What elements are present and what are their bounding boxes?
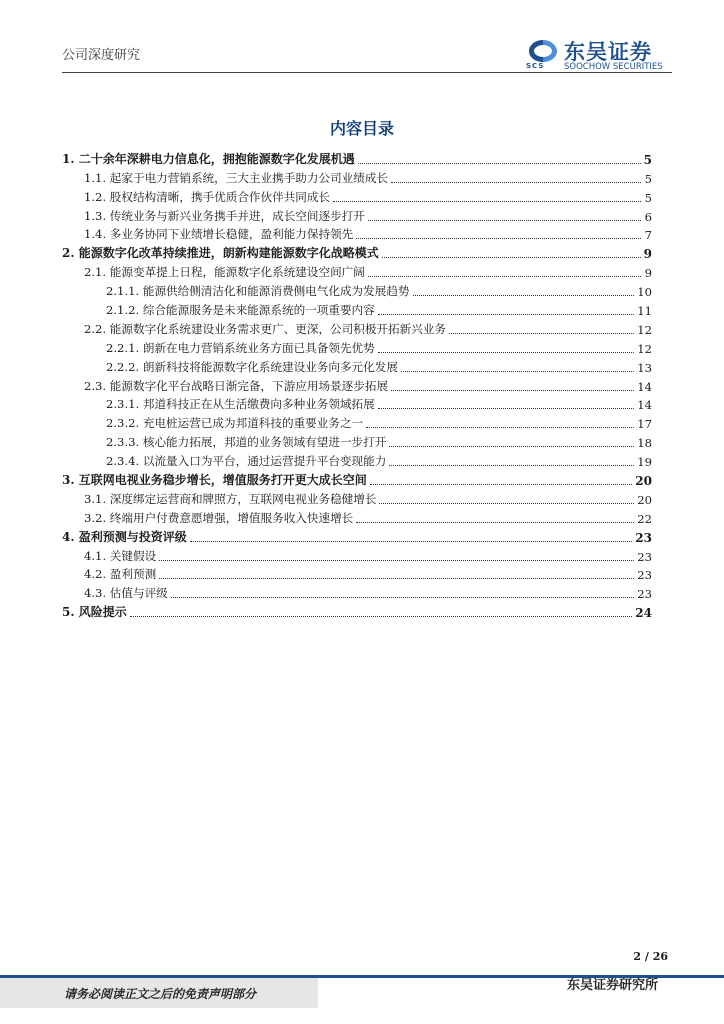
toc-dot-leader (368, 276, 641, 277)
toc-entry-label: 2.2.2. 朗新科技将能源数字化系统建设业务向多元化发展 (106, 359, 398, 374)
toc-entry[interactable] (62, 224, 652, 243)
toc-entry-label: 4.1. 关键假设 (84, 548, 157, 563)
toc-dot-leader (159, 560, 634, 561)
toc-entry-page: 6 (644, 209, 652, 224)
header-divider (62, 72, 672, 73)
toc-title: 内容目录 (329, 119, 394, 138)
toc-entry-label: 4. 盈利预测与投资评级 (62, 529, 187, 544)
report-type-label: 公司深度研究 (62, 48, 141, 63)
toc-dot-leader (389, 465, 634, 466)
toc-entry-label: 2.2. 能源数字化系统建设业务需求更广、更深，公司积极开拓新兴业务 (84, 321, 447, 336)
toc-entry[interactable] (62, 337, 652, 356)
disclaimer-box (0, 978, 318, 1008)
toc-entry-page: 13 (637, 360, 652, 375)
toc-entry-label: 2.1. 能源变革提上日程，能源数字化系统建设空间广阔 (84, 265, 365, 280)
toc-entry-label: 3. 互联网电视业务稳步增长，增值服务打开更大成长空间 (62, 473, 367, 488)
toc-entry[interactable] (62, 431, 652, 450)
toc-dot-leader (378, 408, 634, 409)
toc-entry-label: 3.2. 终端用户付费意愿增强，增值服务收入快速增长 (84, 510, 354, 525)
toc-entry-page: 12 (637, 322, 652, 337)
toc-entry-page: 23 (637, 587, 652, 602)
toc-entry-label: 1.2. 股权结构清晰，携手优质合作伙伴共同成长 (84, 189, 331, 204)
toc-entry[interactable] (62, 394, 652, 413)
logo-english-name: SOOCHOW SECURITIES (564, 62, 663, 72)
toc-entry-page: 20 (637, 492, 652, 507)
toc-dot-leader (378, 352, 634, 353)
toc-entry-label: 2.1.1. 能源供给侧清洁化和能源消费侧电气化成为发展趋势 (106, 284, 410, 299)
toc-entry-page: 20 (635, 474, 652, 489)
toc-entry-page: 10 (637, 285, 652, 300)
toc-entry-page: 18 (637, 436, 652, 451)
toc-entry[interactable] (62, 526, 652, 545)
toc-entry-page: 23 (635, 530, 652, 545)
toc-entry-label: 1. 二十余年深耕电力信息化，拥抱能源数字化发展机遇 (62, 151, 355, 166)
toc-dot-leader (190, 541, 633, 542)
toc-entry[interactable] (62, 148, 652, 167)
toc-dot-leader (389, 446, 634, 447)
toc-entry[interactable] (62, 507, 652, 526)
toc-dot-leader (171, 597, 634, 598)
page-number: 2 / 26 (633, 950, 668, 963)
toc-entry[interactable] (62, 186, 652, 205)
toc-entry-page: 19 (637, 455, 652, 470)
toc-entry-label: 3.1. 深度绑定运营商和牌照方，互联网电视业务稳健增长 (84, 491, 377, 506)
toc-dot-leader (401, 371, 634, 372)
toc-entry-label: 2.1.2. 综合能源服务是未来能源系统的一项重要内容 (106, 303, 375, 318)
toc-entry-label: 2.3.1. 邦道科技正在从生活缴费向多种业务领域拓展 (106, 397, 375, 412)
toc-entry-label: 1.1. 起家于电力营销系统，三大主业携手助力公司业绩成长 (84, 170, 389, 185)
toc-entry-label: 2.3.4. 以流量入口为平台，通过运营提升平台变现能力 (106, 454, 387, 469)
toc-entry[interactable] (62, 167, 652, 186)
toc-dot-leader (413, 295, 635, 296)
toc-entry[interactable] (62, 280, 652, 299)
toc-dot-leader (366, 427, 634, 428)
toc-entry-page: 5 (643, 152, 652, 167)
toc-dot-leader (449, 333, 634, 334)
soochow-logo-icon (526, 38, 560, 64)
toc-entry[interactable] (62, 318, 652, 337)
toc-entry-label: 1.4. 多业务协同下业绩增长稳健，盈利能力保持领先 (84, 227, 354, 242)
research-institute-name: 东吴证券研究所 (566, 978, 658, 993)
toc-entry-page: 22 (637, 511, 652, 526)
toc-entry-page: 9 (644, 266, 652, 281)
toc-entry-label: 2.3. 能源数字化平台战略日渐完备，下游应用场景逐步拓展 (84, 378, 389, 393)
toc-dot-leader (378, 314, 634, 315)
toc-entry-label: 2.3.2. 充电桩运营已成为邦道科技的重要业务之一 (106, 416, 364, 431)
toc-dot-leader (379, 503, 634, 504)
table-of-contents (62, 148, 652, 620)
toc-entry-page: 12 (637, 341, 652, 356)
toc-entry-page: 14 (637, 398, 652, 413)
toc-entry-label: 2.3.3. 核心能力拓展，邦道的业务领域有望进一步打开 (106, 435, 387, 450)
toc-entry-page: 5 (644, 190, 652, 205)
toc-entry[interactable] (62, 261, 652, 280)
toc-dot-leader (391, 390, 634, 391)
logo-chinese-name: 东吴证券 (564, 40, 652, 64)
toc-entry-page: 11 (637, 304, 652, 319)
toc-entry[interactable] (62, 205, 652, 224)
toc-entry[interactable] (62, 299, 652, 318)
toc-entry-label: 4.2. 盈利预测 (84, 567, 157, 582)
toc-entry-page: 17 (637, 417, 652, 432)
toc-dot-leader (382, 257, 641, 258)
toc-dot-leader (333, 201, 641, 202)
toc-entry-page: 23 (637, 568, 652, 583)
toc-entry[interactable] (62, 582, 652, 601)
logo-abbreviation: SCS (526, 62, 545, 70)
toc-entry[interactable] (62, 488, 652, 507)
toc-dot-leader (370, 484, 633, 485)
toc-entry-label: 4.3. 估值与评级 (84, 586, 168, 601)
toc-entry-label: 1.3. 传统业务与新兴业务携手并进，成长空间逐步打开 (84, 208, 365, 223)
toc-entry-label: 5. 风险提示 (62, 605, 127, 620)
toc-dot-leader (391, 182, 641, 183)
toc-entry[interactable] (62, 450, 652, 469)
toc-dot-leader (356, 238, 641, 239)
toc-dot-leader (368, 220, 641, 221)
company-logo (526, 38, 674, 72)
toc-entry-page: 24 (635, 606, 652, 621)
toc-entry[interactable] (62, 601, 652, 620)
toc-entry-page: 9 (643, 247, 652, 262)
toc-entry-page: 5 (644, 171, 652, 186)
toc-entry[interactable] (62, 545, 652, 564)
disclaimer-text: 请务必阅读正文之后的免责声明部分 (64, 987, 257, 1001)
toc-entry[interactable] (62, 242, 652, 261)
toc-dot-leader (358, 163, 641, 164)
toc-entry-page: 7 (644, 228, 652, 243)
toc-dot-leader (159, 578, 634, 579)
toc-entry[interactable] (62, 412, 652, 431)
toc-dot-leader (130, 616, 633, 617)
toc-entry[interactable] (62, 564, 652, 583)
toc-entry[interactable] (62, 469, 652, 488)
toc-entry[interactable] (62, 375, 652, 394)
toc-entry-label: 2.2.1. 朗新在电力营销系统业务方面已具备领先优势 (106, 340, 375, 355)
toc-entry-page: 23 (637, 549, 652, 564)
toc-dot-leader (356, 522, 634, 523)
toc-entry-label: 2. 能源数字化改革持续推进，朗新构建能源数字化战略模式 (62, 246, 379, 261)
toc-entry[interactable] (62, 356, 652, 375)
toc-entry-page: 14 (637, 379, 652, 394)
